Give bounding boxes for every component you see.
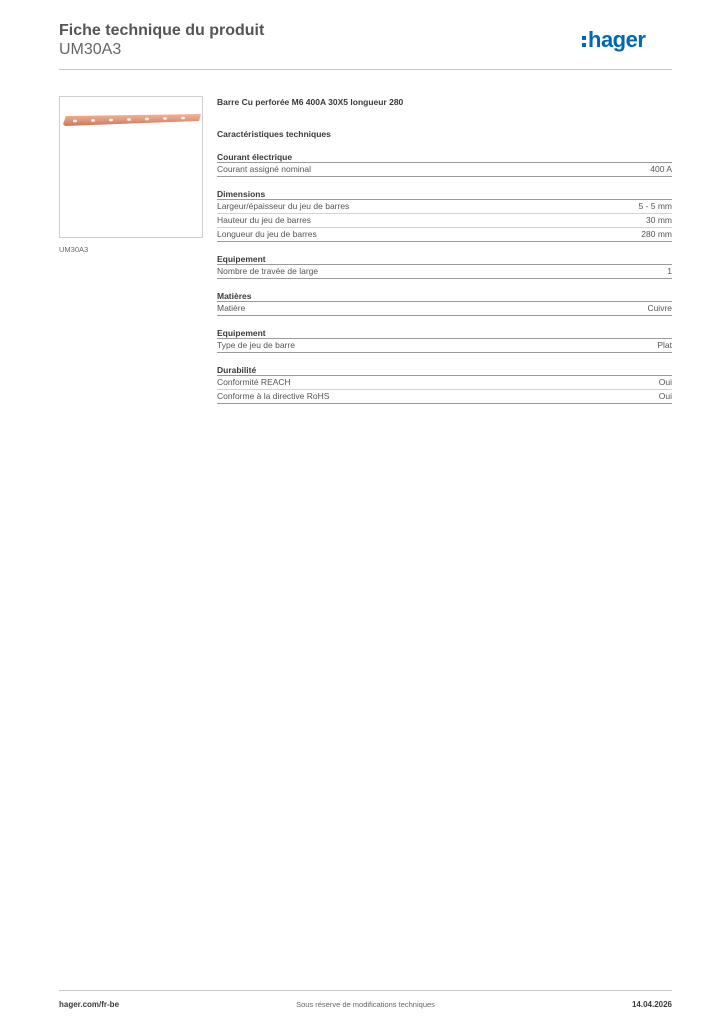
spec-row xyxy=(217,265,672,279)
spec-value: Plat xyxy=(657,340,672,350)
spec-label: Type de jeu de barre xyxy=(217,340,295,350)
spec-row xyxy=(217,214,672,228)
spec-label: Conforme à la directive RoHS xyxy=(217,391,330,401)
page-header xyxy=(59,20,672,70)
spec-row xyxy=(217,302,672,316)
spec-group-title: Courant électrique xyxy=(217,151,672,163)
spec-label: Matière xyxy=(217,303,246,313)
footer-date: 14.04.2026 xyxy=(631,1000,672,1009)
spec-label: Largeur/épaisseur du jeu de barres xyxy=(217,201,350,211)
product-image xyxy=(59,96,203,238)
spec-label: Nombre de travée de large xyxy=(217,266,319,276)
spec-content xyxy=(217,96,672,404)
spec-group-title: Equipement xyxy=(217,253,672,265)
spec-group-equipement-2 xyxy=(217,327,672,353)
spec-label: Hauteur du jeu de barres xyxy=(217,215,312,225)
spec-value: Cuivre xyxy=(647,303,672,313)
spec-row xyxy=(217,228,672,242)
spec-group-title: Durabilité xyxy=(217,364,672,376)
hager-logo xyxy=(582,28,672,54)
spec-group-courant xyxy=(217,151,672,177)
spec-label: Conformité REACH xyxy=(217,377,291,387)
spec-label: Longueur du jeu de barres xyxy=(217,229,317,239)
spec-group-durabilite xyxy=(217,364,672,404)
footer-website-link[interactable]: hager.com/fr-be xyxy=(59,1000,120,1009)
image-caption: UM30A3 xyxy=(59,245,89,254)
spec-group-matieres xyxy=(217,290,672,316)
spec-value: 1 xyxy=(667,266,672,276)
spec-value: 30 mm xyxy=(646,215,672,225)
footer-disclaimer: Sous réserve de modifications techniques xyxy=(296,1000,435,1009)
spec-group-title: Matières xyxy=(217,290,672,302)
product-reference: UM30A3 xyxy=(59,41,122,58)
spec-heading: Caractéristiques techniques xyxy=(217,129,331,139)
spec-label: Courant assigné nominal xyxy=(217,164,312,174)
spec-row xyxy=(217,200,672,214)
brand-wordmark: hager xyxy=(588,28,646,52)
spec-row xyxy=(217,390,672,404)
copper-busbar-image xyxy=(63,113,201,127)
product-name: Barre Cu perforée M6 400A 30X5 longueur 280 xyxy=(217,97,404,107)
spec-row xyxy=(217,376,672,390)
spec-group-equipement xyxy=(217,253,672,279)
spec-group-title: Dimensions xyxy=(217,188,672,200)
spec-group-dimensions xyxy=(217,188,672,242)
spec-row xyxy=(217,339,672,353)
spec-value: Oui xyxy=(658,377,672,387)
spec-value: Oui xyxy=(658,391,672,401)
page-footer xyxy=(59,990,672,1020)
spec-group-title: Equipement xyxy=(217,327,672,339)
document-title: Fiche technique du produit xyxy=(59,22,265,39)
spec-value: 400 A xyxy=(650,164,672,174)
spec-row xyxy=(217,163,672,177)
spec-value: 280 mm xyxy=(641,229,672,239)
spec-value: 5 - 5 mm xyxy=(638,201,672,211)
